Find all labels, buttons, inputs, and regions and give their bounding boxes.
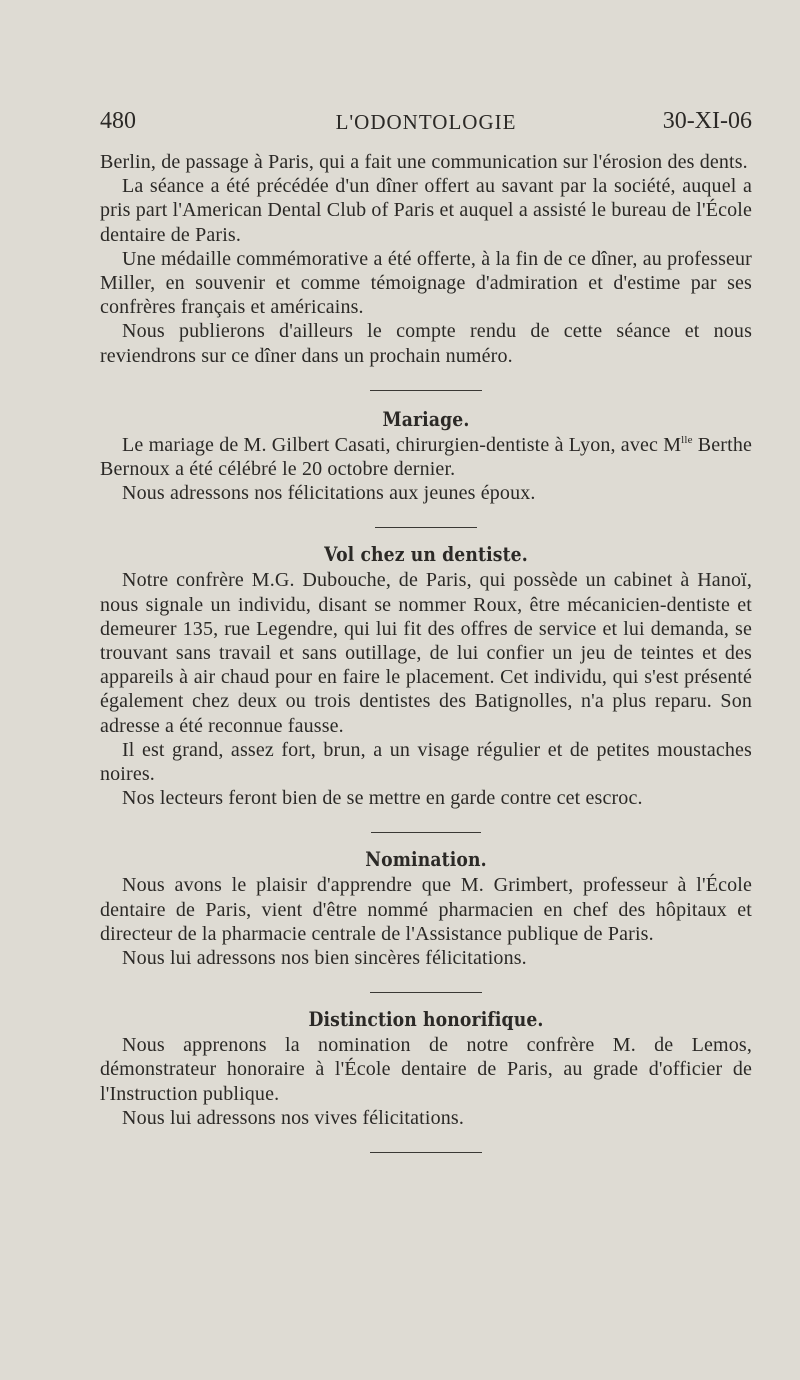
intro-paragraph-3: Une médaille commémorative a été offerte, à la fin de ce dîner, au professeur Miller, en souvenir et comme témoignage d'admiration et d'estime par ses confrères français et américains.	[100, 247, 752, 319]
distinction-paragraph-1: Nous apprenons la nomination de notre confrère M. de Lemos, démonstrateur honoraire à l'École dentaire de Paris, au grade d'officier de l'Instruction publique.	[100, 1034, 752, 1105]
distinction-paragraph-2: Nous lui adressons nos vives félicitations.	[122, 1106, 464, 1129]
end-divider	[370, 1152, 482, 1153]
section-divider	[370, 390, 482, 391]
nomination-paragraph-2: Nous lui adressons nos bien sincères félicitations.	[122, 947, 527, 970]
intro-paragraph-4: Nous publierons d'ailleurs le compte rendu de cette séance et nous reviendrons sur ce dîner dans un prochain numéro.	[100, 320, 752, 367]
mademoiselle-abbrev: lle	[681, 433, 693, 446]
page-number: 480	[100, 108, 136, 134]
issue-date: 30-XI-06	[662, 108, 752, 134]
intro-paragraph-2: La séance a été précédée d'un dîner offert au savant par la société, auquel a pris part l'American Dental Club of Paris et auquel a assisté le bureau de l'École dentaire de Paris.	[100, 175, 752, 246]
mariage-paragraph-2: Nous adressons nos félicitations aux jeunes époux.	[122, 482, 536, 505]
section-heading-vol: Vol chez un dentiste.	[324, 542, 528, 567]
mariage-text-after: Berthe Bernoux a été célébré le 20 octobre dernier.	[100, 433, 752, 481]
article-body	[100, 150, 752, 1153]
vol-paragraph-2: Il est grand, assez fort, brun, a un visage régulier et de petites moustaches noires.	[100, 738, 752, 786]
mariage-paragraph-1	[100, 433, 752, 481]
vol-paragraph-3: Nos lecteurs feront bien de se mettre en garde contre cet escroc.	[122, 787, 643, 810]
section-heading-distinction: Distinction honorifique.	[308, 1007, 544, 1032]
section-divider	[371, 832, 481, 833]
section-divider	[375, 527, 477, 528]
section-heading-mariage: Mariage.	[382, 406, 470, 431]
vol-paragraph-1: Notre confrère M.G. Dubouche, de Paris, qui possède un cabinet à Hanoï, nous signale un individu, disant se nommer Roux, être mécanicien-dentiste et demeurer 135, rue Legendre, qui lui fit des offres de service et lui demanda, se trouvant sans travail et sans outillage, de lui confier un jeu de teintes et des appareils à air chaud pour en faire le placement. Cet individu, qui s'est présenté également chez deux ou trois dentistes des Batignolles, n'a plus reparu. Son adresse a été reconnue fausse.	[100, 569, 752, 737]
nomination-paragraph-1: Nous avons le plaisir d'apprendre que M. Grimbert, professeur à l'École dentaire de Paris, vient d'être nommé pharmacien en chef des hôpitaux et directeur de la pharmacie centrale de l'Assistance publique de Paris.	[100, 874, 752, 945]
mariage-text-before: Le mariage de M. Gilbert Casati, chirurgien-dentiste à Lyon, avec M	[122, 433, 682, 456]
section-divider	[370, 992, 482, 993]
intro-paragraph-1: Berlin, de passage à Paris, qui a fait une communication sur l'érosion des dents.	[100, 151, 748, 173]
running-header	[100, 108, 752, 138]
journal-title: L'ODONTOLOGIE	[335, 110, 517, 134]
section-heading-nomination: Nomination.	[365, 847, 487, 872]
